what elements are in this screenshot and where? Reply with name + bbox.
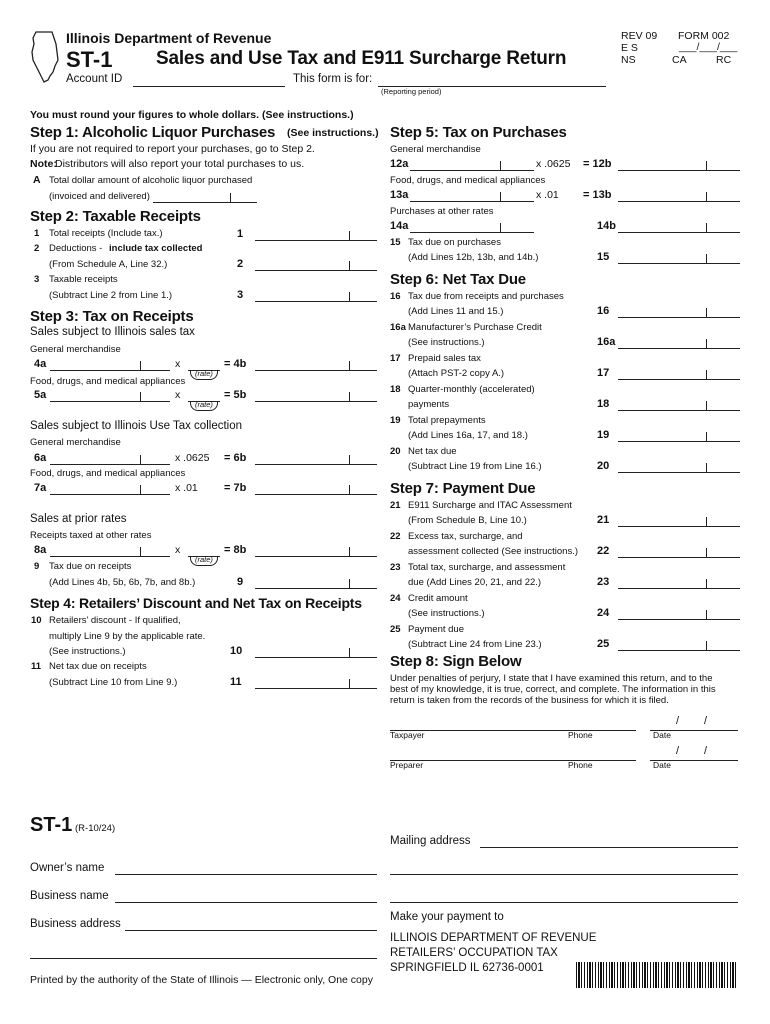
line8a-field[interactable] (50, 544, 170, 557)
line5b-label: = 5b (224, 389, 247, 401)
line25-field[interactable] (618, 638, 740, 651)
line3-num: 3 (34, 274, 40, 285)
perjury-line2: best of my knowledge, it is true, correct, and complete. The information in this (390, 684, 716, 695)
line12b-label: = 12b (583, 158, 612, 170)
line8-rate-caption: (rate) (190, 556, 218, 566)
line8a-label: 8a (34, 544, 47, 556)
line16a-field[interactable] (618, 336, 740, 349)
ca-label: CA (672, 54, 687, 66)
line15-text2: (Add Lines 12b, 13b, and 14b.) (408, 252, 539, 263)
preparer-caption: Preparer (390, 760, 424, 770)
step5-other: Purchases at other rates (390, 206, 494, 217)
line18-field[interactable] (618, 398, 740, 411)
line18-box-label: 18 (597, 398, 610, 410)
line16a-box-label: 16a (597, 336, 616, 348)
line10-num: 10 (31, 615, 42, 626)
form-title: Sales and Use Tax and E911 Surcharge Return (156, 48, 567, 69)
line4a-field[interactable] (50, 358, 170, 371)
line-a-text2: (invoiced and delivered) (49, 191, 150, 202)
line25-num: 25 (390, 624, 401, 635)
mailing-address-field-3[interactable] (390, 890, 738, 903)
footer-revision: (R-10/24) (75, 823, 116, 834)
line16-text: Tax due from receipts and purchases (408, 291, 564, 302)
line13a-field[interactable] (410, 189, 534, 202)
owners-name-label: Owner’s name (30, 862, 105, 874)
line25-box-label: 25 (597, 638, 610, 650)
line13b-label: = 13b (583, 189, 612, 201)
step3-prior: Receipts taxed at other rates (30, 530, 152, 541)
line7a-field[interactable] (50, 482, 170, 495)
line15-field[interactable] (618, 251, 740, 264)
line24-box-label: 24 (597, 607, 610, 619)
step2-heading: Step 2: Taxable Receipts (30, 208, 201, 225)
line3-text: Taxable receipts (49, 274, 118, 285)
line10-box-label: 10 (230, 645, 243, 657)
step3-gm2: General merchandise (30, 437, 121, 448)
line25-text: Payment due (408, 624, 464, 635)
line22-text2: assessment collected (See instructions.) (408, 546, 579, 557)
line3-box-label: 3 (237, 289, 244, 301)
line13a-label: 13a (390, 189, 409, 201)
line8-x: x (175, 544, 181, 556)
line1-box-label: 1 (237, 228, 244, 240)
line16-text2: (Add Lines 11 and 15.) (408, 306, 504, 317)
line14b-field[interactable] (618, 220, 740, 233)
step3-heading: Step 3: Tax on Receipts (30, 308, 194, 325)
payee-line1: ILLINOIS DEPARTMENT OF REVENUE (390, 932, 597, 944)
period-label: This form is for: (293, 73, 373, 85)
line5a-field[interactable] (50, 389, 170, 402)
line11-text: Net tax due on receipts (49, 661, 147, 672)
line10-text2: multiply Line 9 by the applicable rate. (49, 631, 206, 642)
preparer-date-caption: Date (653, 760, 671, 770)
line18-text: Quarter-monthly (accelerated) (408, 384, 535, 395)
line4-rate-caption: (rate) (190, 370, 218, 380)
line9-text2: (Add Lines 4b, 5b, 6b, 7b, and 8b.) (49, 577, 196, 588)
line12a-label: 12a (390, 158, 409, 170)
line23-num: 23 (390, 562, 401, 573)
line24-num: 24 (390, 593, 401, 604)
business-name-field[interactable] (115, 890, 377, 903)
line10-text: Retailers’ discount - If qualified, (49, 615, 181, 626)
business-address-label: Business address (30, 918, 121, 930)
line6b-field[interactable] (255, 452, 377, 465)
step3-sub2: Sales subject to Illinois Use Tax collection (30, 420, 243, 432)
line1-text: Total receipts (Include tax.) (49, 228, 163, 239)
step5-fdm: Food, drugs, and medical appliances (390, 175, 546, 186)
rounding-notice: You must round your figures to whole dollars. (See instructions.) (30, 109, 354, 121)
step4-heading: Step 4: Retailers’ Discount and Net Tax on Receipts (30, 595, 362, 611)
line15-text: Tax due on purchases (408, 237, 501, 248)
line10-field[interactable] (255, 645, 377, 658)
step3-sub3: Sales at prior rates (30, 513, 127, 525)
line21-field[interactable] (618, 514, 740, 527)
line22-field[interactable] (618, 545, 740, 558)
line16-num: 16 (390, 291, 401, 302)
footer-form-code: ST-1 (30, 814, 73, 836)
line19-field[interactable] (618, 429, 740, 442)
line4a-label: 4a (34, 358, 47, 370)
line4-x: x (175, 358, 181, 370)
line23-field[interactable] (618, 576, 740, 589)
line10-text3: (See instructions.) (49, 646, 126, 657)
perjury-line3: return is taken from the records of the business for which it is filed. (390, 695, 669, 706)
line9-field[interactable] (255, 576, 377, 589)
taxpayer-phone-caption: Phone (568, 730, 593, 740)
ns-label: NS (621, 54, 636, 66)
step3-gm1: General merchandise (30, 344, 121, 355)
barcode-icon (576, 962, 738, 988)
line19-num: 19 (390, 415, 401, 426)
line3-text2: (Subtract Line 2 from Line 1.) (49, 290, 173, 301)
line18-text2: payments (408, 399, 450, 410)
line22-text: Excess tax, surcharge, and (408, 531, 523, 542)
step1-note-text: Distributors will also report your total purchases to us. (55, 158, 305, 170)
line13-rate: x .01 (536, 189, 559, 201)
step6-heading: Step 6: Net Tax Due (390, 271, 526, 288)
line12b-field[interactable] (618, 158, 740, 171)
business-name-label: Business name (30, 890, 109, 902)
line23-text: Total tax, surcharge, and assessment (408, 562, 566, 573)
line20-num: 20 (390, 446, 401, 457)
line2-text-b: include tax collected (109, 243, 203, 254)
step1-heading: Step 1: Alcoholic Liquor Purchases (30, 124, 276, 141)
line18-num: 18 (390, 384, 401, 395)
line16a-text: Manufacturer’s Purchase Credit (408, 322, 542, 333)
taxpayer-signature-field[interactable] (390, 718, 636, 731)
mailing-address-field-1[interactable] (480, 835, 738, 848)
line21-text2: (From Schedule B, Line 10.) (408, 515, 527, 526)
mailing-address-field-2[interactable] (390, 862, 738, 875)
step5-gm: General merchandise (390, 144, 481, 155)
agency-name: Illinois Department of Revenue (66, 30, 272, 46)
line5a-label: 5a (34, 389, 47, 401)
line24-text2: (See instructions.) (408, 608, 485, 619)
mailing-address-label: Mailing address (390, 835, 471, 847)
line4b-label: = 4b (224, 358, 247, 370)
line5b-field[interactable] (255, 389, 377, 402)
line16a-num: 16a (390, 322, 406, 333)
perjury-line1: Under penalties of perjury, I state that I have examined this return, and to the (390, 673, 713, 684)
line9-text: Tax due on receipts (49, 561, 132, 572)
line-a-label: A (33, 174, 41, 186)
line8b-label: = 8b (224, 544, 247, 556)
step8-heading: Step 8: Sign Below (390, 653, 522, 670)
line6-rate: x .0625 (175, 452, 210, 464)
line1-num: 1 (34, 228, 40, 239)
line19-text2: (Add Lines 16a, 17, and 18.) (408, 430, 528, 441)
line15-box-label: 15 (597, 251, 610, 263)
line17-text2: (Attach PST-2 copy A.) (408, 368, 505, 379)
line6a-field[interactable] (50, 452, 170, 465)
line9-box-label: 9 (237, 576, 244, 588)
line17-field[interactable] (618, 367, 740, 380)
reporting-period-field[interactable] (378, 74, 606, 87)
line7-rate: x .01 (175, 482, 198, 494)
line19-text: Total prepayments (408, 415, 486, 426)
line11-text2: (Subtract Line 10 from Line 9.) (49, 677, 178, 688)
line21-num: 21 (390, 500, 401, 511)
line15-num: 15 (390, 237, 401, 248)
line1-field[interactable] (255, 228, 377, 241)
line5-rate-caption: (rate) (190, 401, 218, 411)
step1-instruction: If you are not required to report your purchases, go to Step 2. (30, 143, 315, 155)
ca-rc-blank: ___/___/___ (679, 41, 738, 53)
form-code-title: ST-1 (66, 47, 113, 72)
line7b-label: = 7b (224, 482, 247, 494)
line16-box-label: 16 (597, 305, 610, 317)
step1-note-label: Note: (30, 158, 57, 170)
line19-box-label: 19 (597, 429, 610, 441)
line11-num: 11 (31, 661, 42, 672)
line17-box-label: 17 (597, 367, 610, 379)
payee-line2: RETAILERS’ OCCUPATION TAX (390, 947, 558, 959)
make-payment-label: Make your payment to (390, 911, 504, 923)
line11-field[interactable] (255, 676, 377, 689)
line21-box-label: 21 (597, 514, 610, 526)
line23-text2: due (Add Lines 20, 21, and 22.) (408, 577, 542, 588)
illinois-outline-icon (30, 30, 62, 84)
preparer-signature-field[interactable] (390, 748, 636, 761)
line22-num: 22 (390, 531, 401, 542)
line24-text: Credit amount (408, 593, 468, 604)
line12a-field[interactable] (410, 158, 534, 171)
line-a-field[interactable] (153, 190, 257, 203)
taxpayer-date-caption: Date (653, 730, 671, 740)
form-number: FORM 002 (678, 30, 730, 42)
line24-field[interactable] (618, 607, 740, 620)
line2-text2: (From Schedule A, Line 32.) (49, 259, 168, 270)
line11-box-label: 11 (230, 676, 242, 688)
line9-num: 9 (34, 561, 40, 572)
rc-label: RC (716, 54, 732, 66)
line13b-field[interactable] (618, 189, 740, 202)
line8b-field[interactable] (255, 544, 377, 557)
line17-text: Prepaid sales tax (408, 353, 481, 364)
line2-text-a: Deductions - (49, 243, 103, 254)
business-address-field-2[interactable] (30, 946, 377, 959)
line2-num: 2 (34, 243, 40, 254)
line4b-field[interactable] (255, 358, 377, 371)
step5-heading: Step 5: Tax on Purchases (390, 124, 567, 141)
step7-heading: Step 7: Payment Due (390, 480, 536, 497)
line20-text: Net tax due (408, 446, 457, 457)
es-label: E S (621, 42, 638, 54)
line5-x: x (175, 389, 181, 401)
taxpayer-caption: Taxpayer (390, 730, 425, 740)
line25-text2: (Subtract Line 24 from Line 23.) (408, 639, 542, 650)
line2-box-label: 2 (237, 258, 244, 270)
line6b-label: = 6b (224, 452, 247, 464)
line3-field[interactable] (255, 289, 377, 302)
line20-box-label: 20 (597, 460, 610, 472)
line14a-field[interactable] (410, 220, 534, 233)
line22-box-label: 22 (597, 545, 610, 557)
step3-sub1: Sales subject to Illinois sales tax (30, 326, 195, 338)
line6a-label: 6a (34, 452, 47, 464)
preparer-phone-caption: Phone (568, 760, 593, 770)
line7a-label: 7a (34, 482, 47, 494)
line14b-label: 14b (597, 220, 616, 232)
line-a-text: Total dollar amount of alcoholic liquor purchased (49, 175, 253, 186)
step3-fdm1: Food, drugs, and medical appliances (30, 376, 186, 387)
reporting-period-caption: (Reporting period) (381, 87, 442, 96)
line16a-text2: (See instructions.) (408, 337, 485, 348)
business-address-field-1[interactable] (125, 918, 377, 931)
rev-label: REV 09 (621, 30, 658, 42)
line20-field[interactable] (618, 460, 740, 473)
printed-by-notice: Printed by the authority of the State of Illinois — Electronic only, One copy (30, 974, 373, 986)
step3-fdm2: Food, drugs, and medical appliances (30, 468, 186, 479)
line20-text2: (Subtract Line 19 from Line 16.) (408, 461, 542, 472)
line2-field[interactable] (255, 258, 377, 271)
step1-heading-note: (See instructions.) (287, 127, 379, 139)
line12-rate: x .0625 (536, 158, 571, 170)
line16-field[interactable] (618, 305, 740, 318)
owners-name-field[interactable] (115, 862, 377, 875)
account-id-field[interactable] (133, 74, 285, 87)
line7b-field[interactable] (255, 482, 377, 495)
account-id-label: Account ID (66, 73, 123, 85)
line23-box-label: 23 (597, 576, 610, 588)
line17-num: 17 (390, 353, 401, 364)
line14a-label: 14a (390, 220, 409, 232)
line21-text: E911 Surcharge and ITAC Assessment (408, 500, 572, 511)
payee-line3: SPRINGFIELD IL 62736-0001 (390, 962, 544, 974)
